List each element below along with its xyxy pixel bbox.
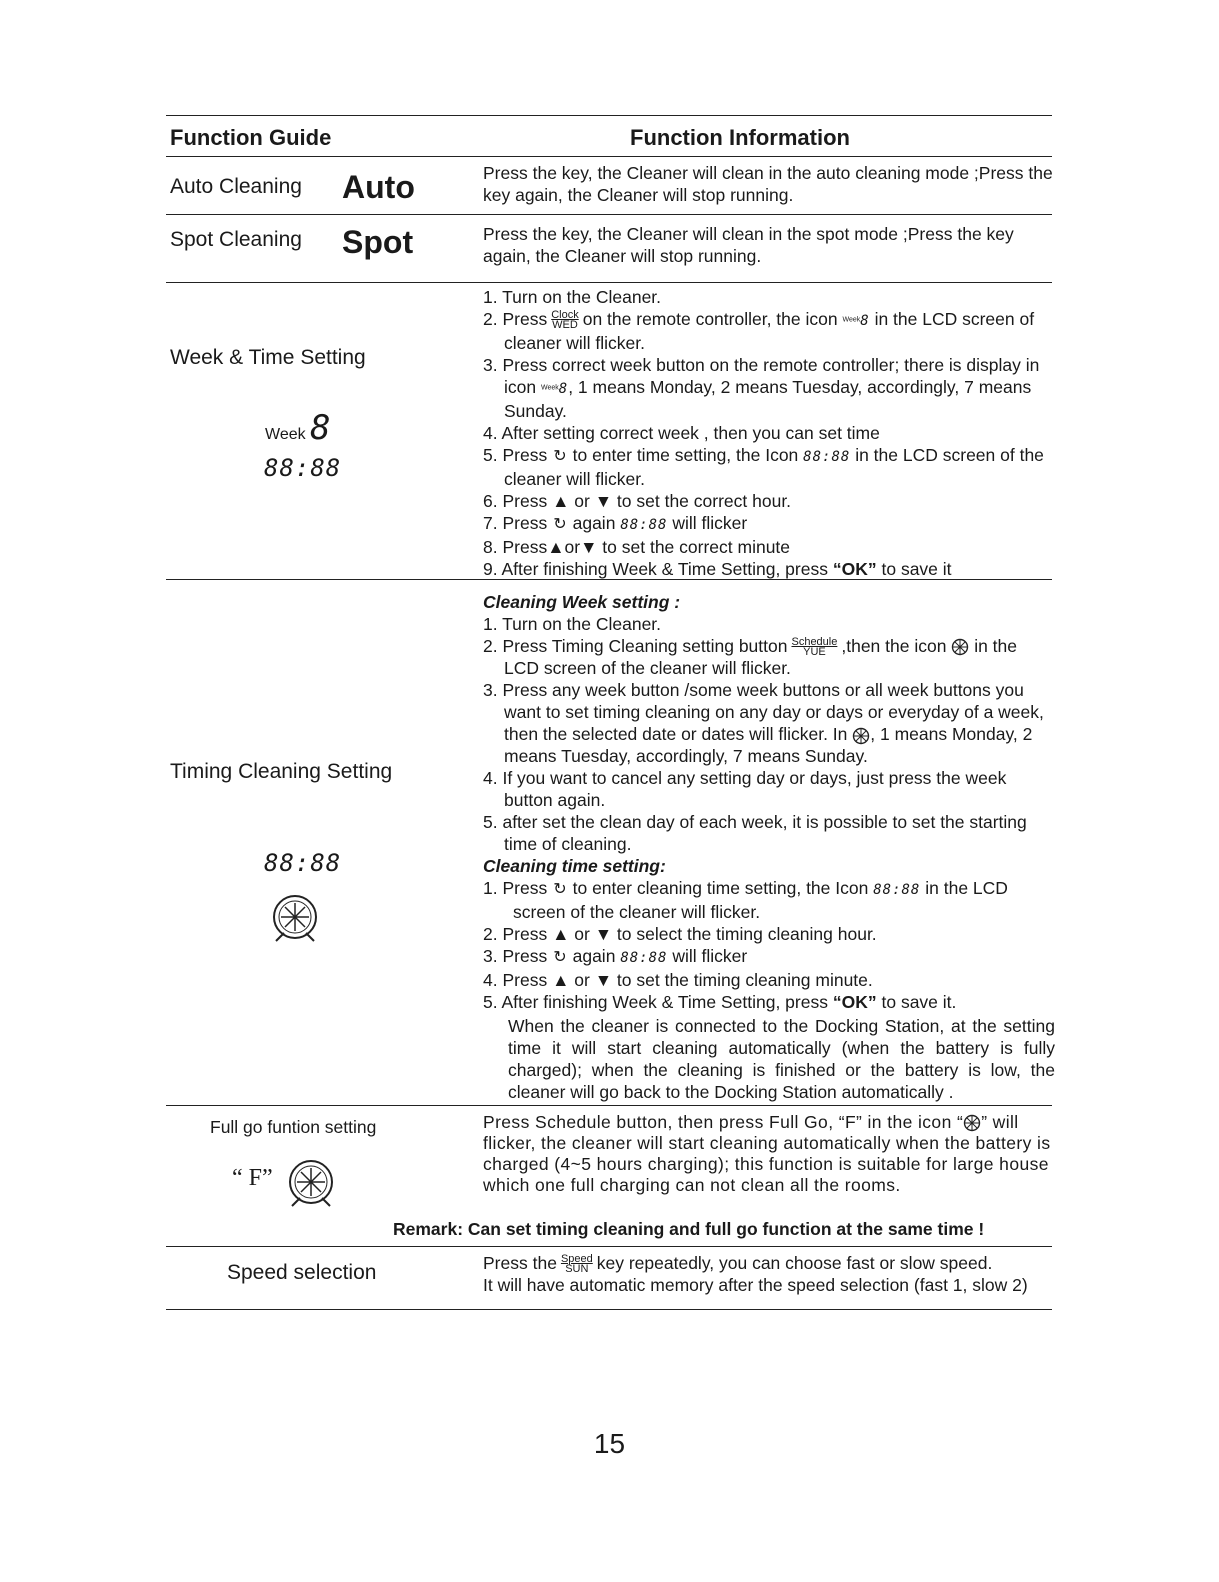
- full-go-label: Full go funtion setting: [210, 1117, 377, 1137]
- week-step-4: 4. After setting correct week , then you can set time: [483, 423, 880, 443]
- week-step-5: 5. Press ↻ to enter time setting, the Icon 88:88 in the LCD screen of the cleaner will flicker.: [483, 445, 1044, 489]
- down-arrow-icon: ▼: [594, 924, 613, 945]
- week-step-2: 2. Press Clock WED on the remote controller, the icon Week8 in the LCD screen of cleaner will flicker.: [483, 309, 1035, 353]
- spot-rule: [166, 282, 1052, 283]
- header-rule: [166, 156, 1052, 157]
- schedule-clock-icon-small: [852, 727, 870, 745]
- week-step-3: 3. Press correct week button on the remote controller; there is display in icon Week8, 1 means Monday, 2 means Tuesday, accordingly, 7 means Sunday.: [483, 355, 1040, 421]
- speed-text-1: Press the Speed SUN key repeatedly, you can choose fast or slow speed.: [483, 1253, 993, 1276]
- full-go-clock-icon: [284, 1158, 338, 1210]
- week-time-label: Week & Time Setting: [170, 346, 366, 369]
- auto-info: [483, 162, 1055, 206]
- auto-rule: [166, 214, 1052, 215]
- week-rule: [166, 579, 1052, 580]
- timing-cleaning-label: Timing Cleaning Setting: [170, 760, 393, 783]
- speed-text-2: It will have automatic memory after the speed selection (fast 1, slow 2): [483, 1275, 1028, 1296]
- full-go-rule: [166, 1246, 1052, 1247]
- up-arrow-icon: ▲: [552, 970, 570, 991]
- timing-week-step-3: 3. Press any week button /some week buttons or all week buttons you want to set timing cleaning on any day or days or everyday of a week, then the selected date or dates will flicker. In , 1 means Monday, 2 means Tuesday, accordingly, 7 means Sunday.: [483, 680, 1044, 767]
- timing-info: [483, 591, 1055, 1103]
- schedule-clock-icon-small: [963, 1114, 981, 1132]
- timing-week-step-2: 2. Press Timing Cleaning setting button Schedule YUE ,then the icon in the LCD screen of the cleaner will flicker.: [483, 636, 1017, 679]
- cleaning-time-heading: Cleaning time setting:: [483, 856, 666, 877]
- timing-week-step-4: 4. If you want to cancel any setting day or days, just press the week button again.: [483, 768, 1007, 811]
- week-step-7: 7. Press ↻ again 88:88 will flicker: [483, 512, 1055, 536]
- week-step-6: 6. Press ▲ or ▼ to set the correct hour.: [483, 491, 792, 511]
- docking-note: When the cleaner is connected to the Docking Station, at the setting time it will start cleaning automatically (when the battery is fully charged); when the cleaning is finished or the battery is low, the cleaner will go back to the Docking Station automatically .: [508, 1016, 1055, 1103]
- timing-time-step-4: 4. Press ▲ or ▼ to set the timing cleaning minute.: [483, 970, 873, 991]
- spot-key: Spot: [342, 224, 414, 260]
- week-small-icon: Week: [842, 316, 861, 324]
- down-arrow-icon: ▼: [580, 537, 598, 557]
- down-arrow-icon: ▼: [594, 491, 613, 511]
- full-go-f-mark: “ F”: [232, 1165, 273, 1191]
- speed-selection-label: Speed selection: [227, 1261, 377, 1284]
- timing-time-step-5: 5. After finishing Week & Time Setting, press “OK” to save it.: [483, 992, 957, 1013]
- week-word: Week: [265, 426, 306, 443]
- timing-time-step-1: 1. Press ↻ to enter cleaning time setting, the Icon 88:88 in the LCD screen of the cleaner will flicker.: [483, 878, 1008, 923]
- column-header-info: Function Information: [630, 125, 850, 150]
- auto-text: Press the key, the Cleaner will clean in the auto cleaning mode ;Press the key again, the Cleaner will stop running.: [483, 163, 1053, 205]
- week-small-icon-2: Week: [540, 384, 559, 392]
- week-lcd-icon: [265, 408, 332, 448]
- top-rule: [166, 115, 1052, 116]
- speed-sun-button-icon: Speed SUN: [560, 1253, 593, 1276]
- page-number: 15: [593, 1428, 626, 1459]
- week-step-1: 1. Turn on the Cleaner.: [483, 287, 662, 307]
- spot-info: [483, 223, 1055, 267]
- time-lcd-icon: 88:88: [264, 454, 342, 482]
- spot-cleaning-label: Spot Cleaning: [170, 228, 302, 251]
- week-digit: 8: [310, 408, 332, 448]
- auto-key: Auto: [342, 169, 415, 205]
- clock-rotate-icon: ↻: [553, 881, 567, 899]
- clock-rotate-icon: ↻: [553, 516, 567, 533]
- timing-time-step-2: 2. Press ▲ or ▼ to select the timing cleaning hour.: [483, 924, 877, 945]
- schedule-clock-icon-small: [951, 638, 969, 656]
- clock-rotate-icon: ↻: [553, 949, 567, 967]
- timing-week-step-5: 5. after set the clean day of each week, it is possible to set the starting time of cleaning.: [483, 812, 1027, 855]
- cleaning-week-heading: Cleaning Week setting :: [483, 592, 681, 612]
- week-step-8: 8. Press▲or▼ to set the correct minute: [483, 537, 791, 557]
- up-arrow-icon: ▲: [552, 924, 570, 945]
- bottom-rule: [166, 1309, 1052, 1310]
- auto-cleaning-label: Auto Cleaning: [170, 175, 302, 198]
- schedule-yue-button-icon: Schedule YUE: [791, 636, 838, 659]
- speed-info: [483, 1252, 1055, 1296]
- week-info: [483, 286, 1055, 580]
- up-arrow-icon: ▲: [552, 491, 570, 511]
- timing-rule: [166, 1105, 1052, 1106]
- column-header-guide: Function Guide: [170, 125, 332, 150]
- spot-text: Press the key, the Cleaner will clean in the spot mode ;Press the key again, the Cleaner will stop running.: [483, 224, 1014, 266]
- remark-text: Remark: Can set timing cleaning and full go function at the same time !: [393, 1219, 985, 1239]
- down-arrow-icon: ▼: [594, 970, 613, 991]
- up-arrow-icon: ▲: [547, 537, 565, 557]
- clock-rotate-icon: ↻: [553, 448, 567, 465]
- timing-lcd-icon: 88:88: [264, 849, 342, 877]
- clock-wed-button-icon: Clock WED: [551, 309, 579, 332]
- full-go-info: [483, 1112, 1055, 1196]
- timing-time-step-3: 3. Press ↻ again 88:88 will flicker: [483, 945, 1055, 969]
- schedule-clock-icon: [268, 893, 322, 945]
- week-step-9: 9. After finishing Week & Time Setting, press “OK” to save it: [483, 559, 952, 579]
- timing-week-step-1: 1. Turn on the Cleaner.: [483, 614, 662, 634]
- full-go-text: Press Schedule button, then press Full Go, “F” in the icon “ ” will flicker, the cleaner will start cleaning automatically when the battery is charged (4~5 hours charging); this function is suitable for large house which one full charging can not clean all the rooms.: [483, 1112, 1051, 1195]
